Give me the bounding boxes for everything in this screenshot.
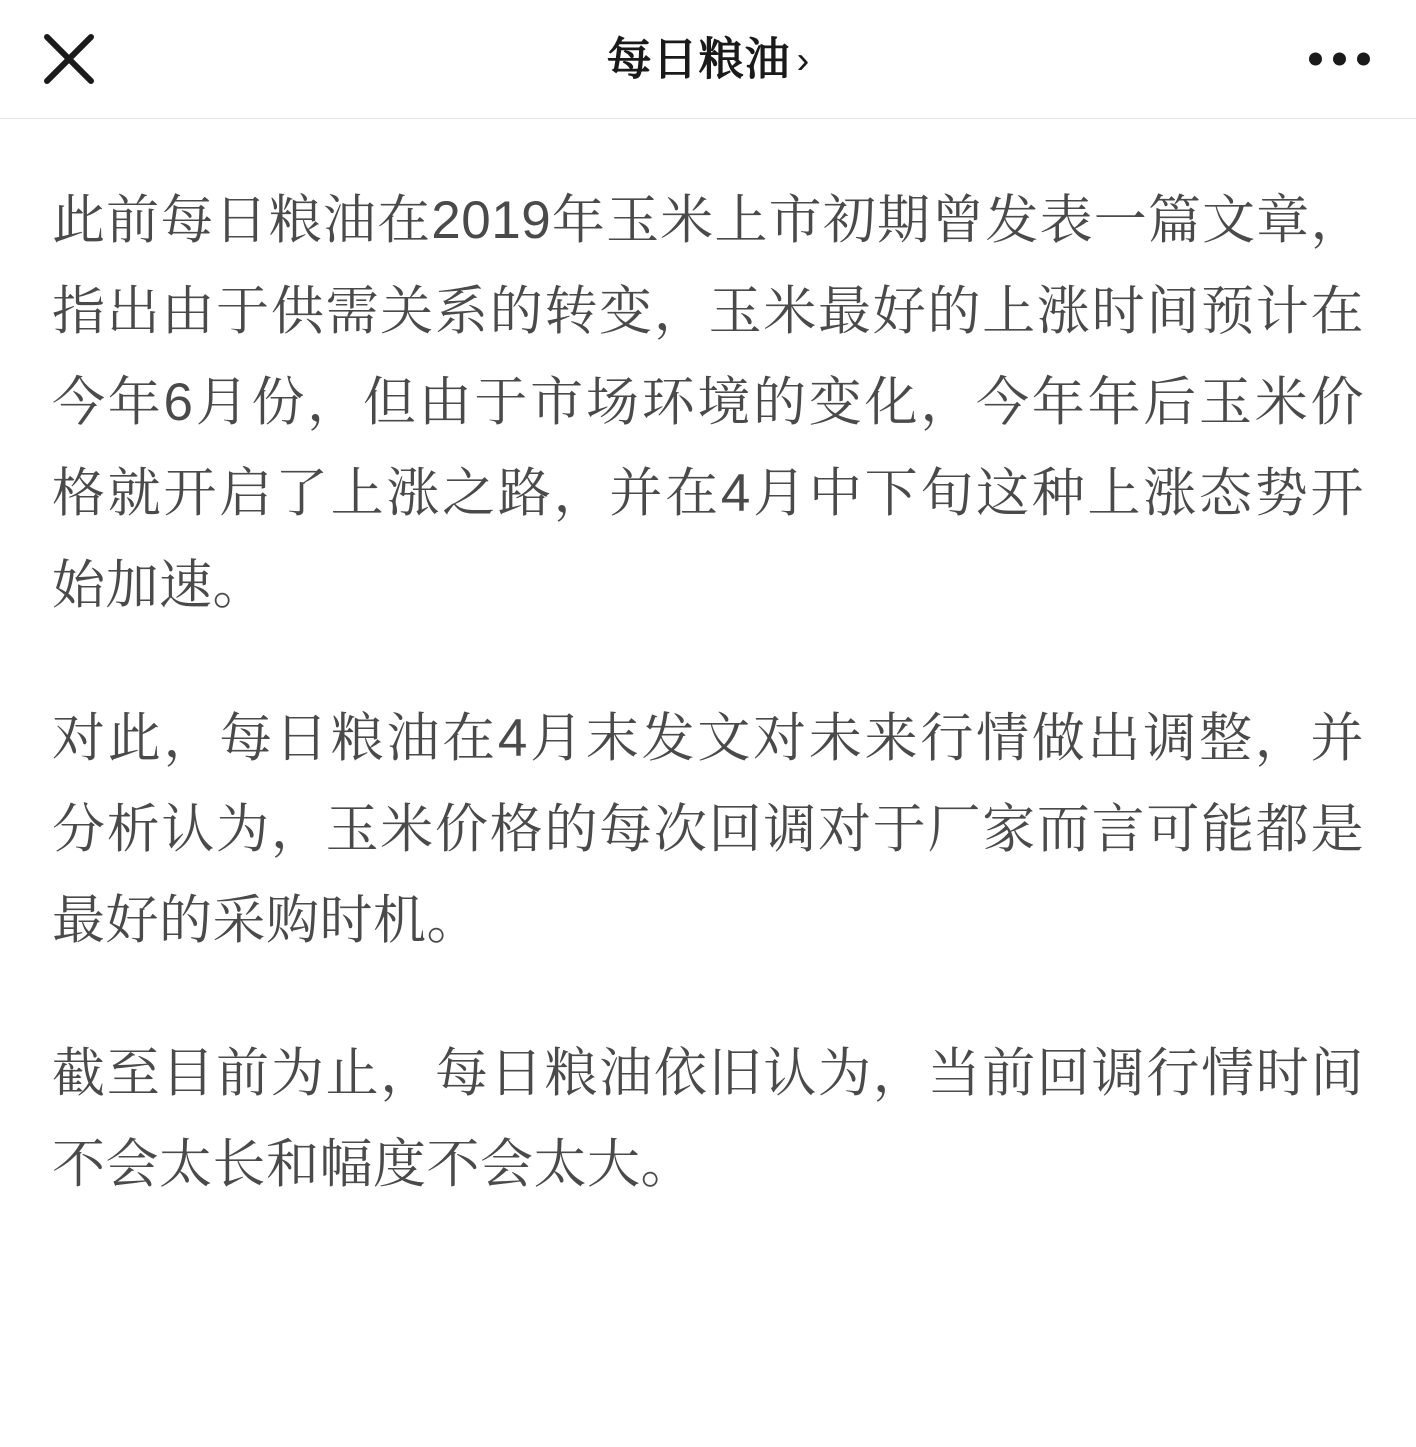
article-paragraph: 对此，每日粮油在4月末发文对未来行情做出调整，并分析认为，玉米价格的每次回调对于厂家而言可能都是最好的采购时机。 xyxy=(52,708,1364,951)
more-options-button[interactable] xyxy=(1303,43,1376,76)
article-paragraph: 截至目前为止，每日粮油依旧认为，当前回调行情时间不会太长和幅度不会太大。 xyxy=(52,1044,1364,1195)
more-dot-1-icon xyxy=(1309,53,1322,66)
more-dot-3-icon xyxy=(1357,53,1370,66)
chevron-right-icon: › xyxy=(796,39,810,81)
top-navigation-bar xyxy=(0,0,1416,119)
article-body xyxy=(0,119,1416,1211)
account-name: 每日粮油 xyxy=(606,33,791,85)
account-title-link[interactable] xyxy=(0,33,1416,85)
article-paragraph: 此前每日粮油在2019年玉米上市初期曾发表一篇文章，指出由于供需关系的转变，玉米最好的上涨时间预计在今年6月份，但由于市场环境的变化，今年年后玉米价格就开启了上涨之路，并在4月中下旬这种上涨态势开始加速。 xyxy=(52,191,1364,615)
more-dot-2-icon xyxy=(1333,53,1346,66)
